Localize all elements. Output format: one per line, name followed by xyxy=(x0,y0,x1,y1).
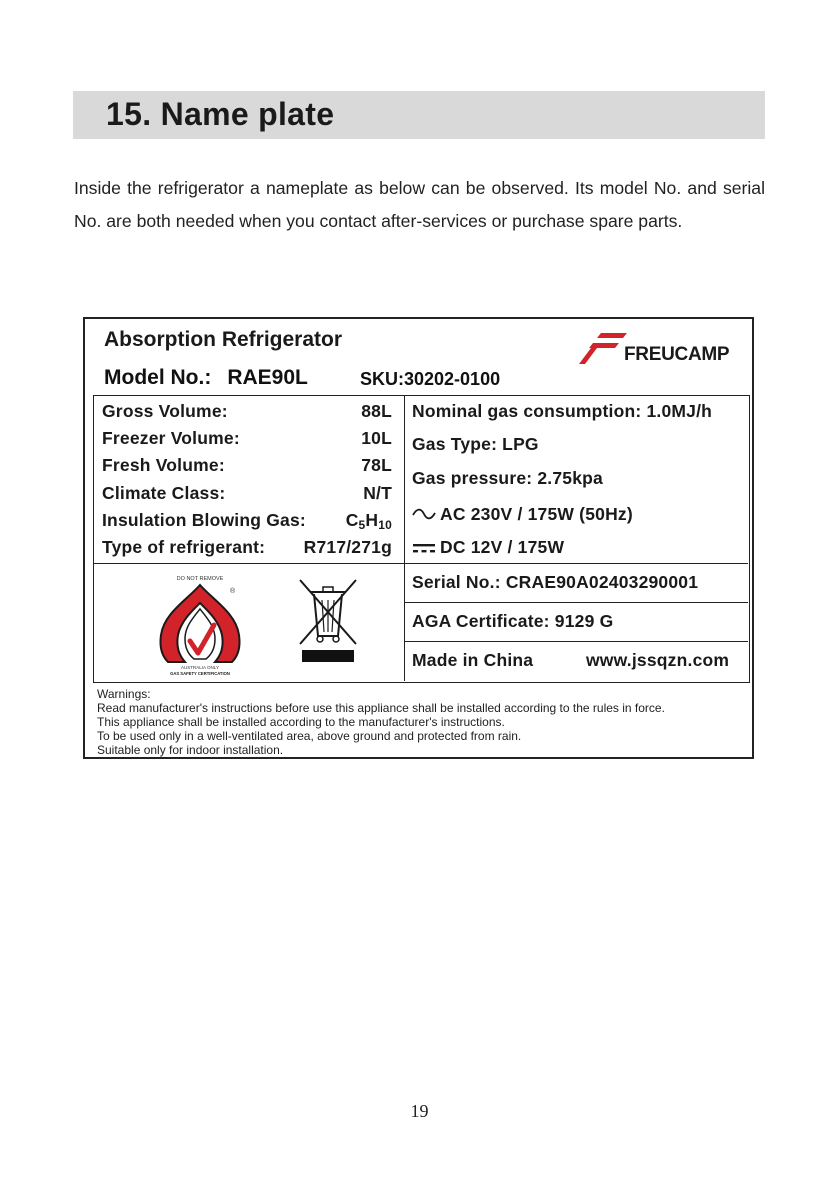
spec-row-freezer-volume xyxy=(102,428,392,455)
spec-row-fresh-volume xyxy=(102,455,392,482)
section-title: 15. Name plate xyxy=(106,96,335,132)
freucamp-logo-icon xyxy=(579,331,627,365)
aga-flame-check-icon xyxy=(148,569,258,677)
gas-pressure: Gas pressure: 2.75kpa xyxy=(412,468,603,488)
warnings xyxy=(97,687,665,757)
model-number xyxy=(104,366,308,390)
spec-row-climate-class xyxy=(102,483,392,510)
spec-label: Insulation Blowing Gas: xyxy=(102,510,306,530)
page-number: 19 xyxy=(410,1101,429,1121)
model-label: Model No.: xyxy=(104,366,212,389)
warning-line: Suitable only for indoor installation. xyxy=(97,743,284,757)
nameplate-title: Absorption Refrigerator xyxy=(104,328,343,351)
brand-name: FREUCAMP xyxy=(624,344,730,365)
serial-number: Serial No.: CRAE90A02403290001 xyxy=(412,572,699,592)
warning-line: Read manufacturer's instructions before use this appliance shall be installed according to the rules in force. xyxy=(97,701,665,715)
aga-bottom-text-2: GAS SAFETY CERTIFICATION xyxy=(170,671,230,676)
ac-sine-icon xyxy=(412,505,440,526)
nominal-gas-consumption: Nominal gas consumption: 1.0MJ/h xyxy=(412,401,713,421)
spec-value: R717/271g xyxy=(303,537,392,557)
spec-grid xyxy=(93,395,750,683)
aga-certificate-row xyxy=(405,603,748,642)
ac-power xyxy=(412,504,633,526)
crossed-bin-icon xyxy=(296,578,360,664)
certification-logos xyxy=(94,564,405,681)
spec-label: Type of refrigerant: xyxy=(102,537,266,557)
spec-label: Fresh Volume: xyxy=(102,455,225,475)
spec-row-blowing-gas xyxy=(102,510,392,537)
gas-electrical-specs xyxy=(405,396,748,564)
identification-info xyxy=(405,564,748,681)
warning-line: To be used only in a well-ventilated area, above ground and protected from rain. xyxy=(97,729,522,743)
spec-row-gross-volume xyxy=(102,401,392,428)
dc-power xyxy=(412,537,564,559)
spec-value: 78L xyxy=(361,455,392,475)
aga-certificate: AGA Certificate: 9129 G xyxy=(412,611,614,631)
ac-power-text: AC 230V / 175W (50Hz) xyxy=(440,504,633,524)
svg-text:®: ® xyxy=(230,588,236,595)
sku: SKU:30202-0100 xyxy=(360,369,501,389)
spec-value: N/T xyxy=(363,483,392,503)
nameplate xyxy=(83,317,754,759)
made-in: Made in China xyxy=(412,650,534,670)
spec-value: 10L xyxy=(361,428,392,448)
freucamp-logo xyxy=(579,331,749,369)
serial-number-row xyxy=(405,564,748,603)
dc-power-text: DC 12V / 175W xyxy=(440,537,565,557)
website: www.jssqzn.com xyxy=(586,650,730,670)
intro-paragraph: Inside the refrigerator a nameplate as below can be observed. Its model No. and serial No. are both needed when you contact after-services or purchase spare parts. xyxy=(74,178,765,231)
gas-type: Gas Type: LPG xyxy=(412,434,539,454)
spec-label: Gross Volume: xyxy=(102,401,228,421)
warnings-heading: Warnings: xyxy=(97,687,151,701)
spec-label: Freezer Volume: xyxy=(102,428,240,448)
warning-line: This appliance shall be installed according to the manufacturer's instructions. xyxy=(97,715,505,729)
aga-top-text: DO NOT REMOVE xyxy=(176,576,224,582)
volume-specs xyxy=(94,396,405,564)
aga-bottom-text-1: AUSTRALIA ONLY xyxy=(181,665,219,670)
spec-row-refrigerant xyxy=(102,537,392,564)
model-value: RAE90L xyxy=(227,366,308,389)
spec-value: 88L xyxy=(361,401,392,421)
dc-symbol-icon xyxy=(412,538,440,559)
spec-label: Climate Class: xyxy=(102,483,226,503)
origin-row xyxy=(405,642,748,681)
spec-value: $C_5H_{10}$ xyxy=(345,510,392,532)
section-header-bar xyxy=(73,91,765,139)
